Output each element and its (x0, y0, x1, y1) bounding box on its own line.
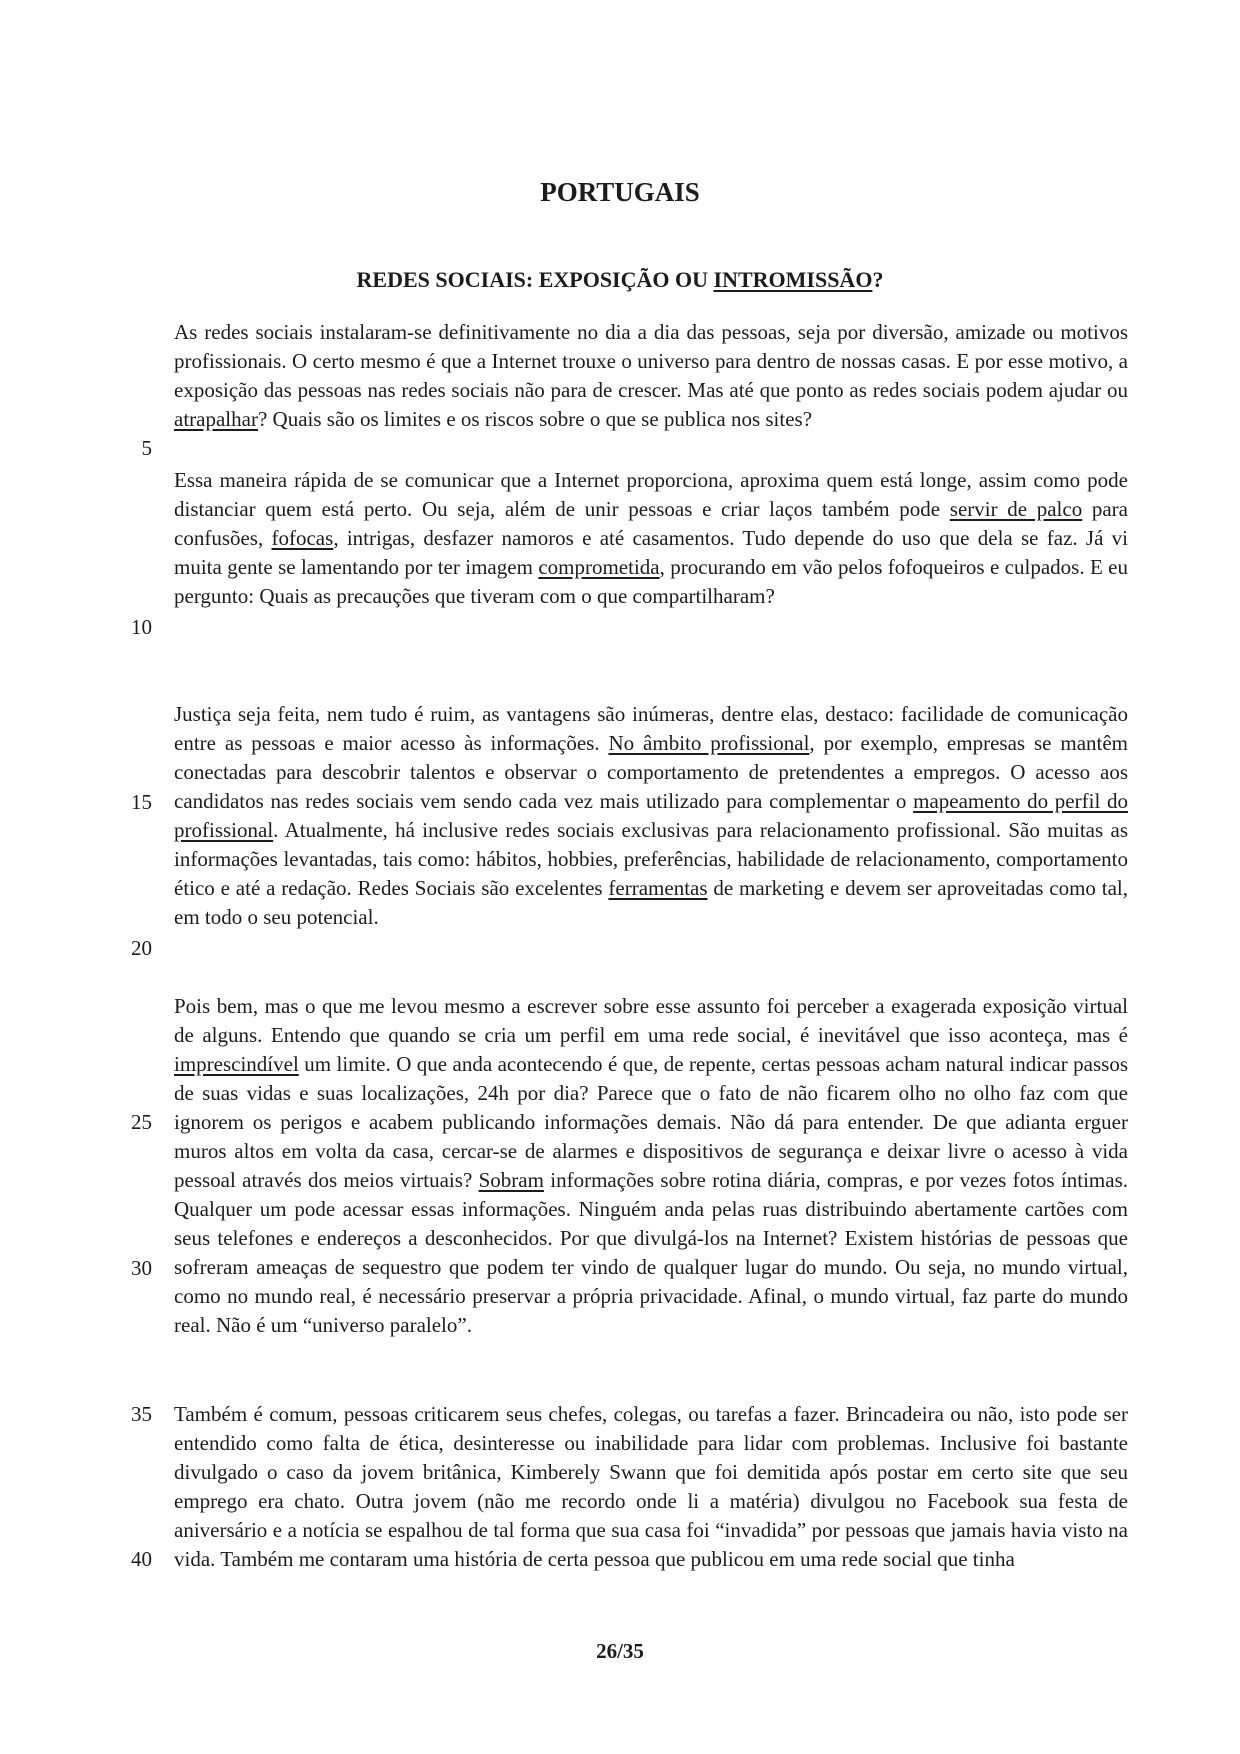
paragraph-5 (174, 1400, 1128, 1574)
page-title: PORTUGAIS (540, 177, 700, 207)
text-segment: ? Quais são os limites e os riscos sobre o que se publica nos sites? (257, 407, 813, 431)
line-number-25: 25 (131, 1110, 152, 1134)
title-part-1: REDES SOCIAIS: EXPOSIÇÃO OU (356, 267, 714, 292)
underlined-term: No âmbito profissional (608, 731, 810, 755)
text-title (0, 265, 1240, 295)
text-segment: , por exemplo, empresas se mantêm conectadas para descobrir talentos e observar o comportamento de pretendentes a empregos. O acesso aos candidatos nas redes sociais vem sendo cada vez mais utilizado para complementar o (174, 731, 1128, 813)
text-segment: informações sobre rotina diária, compras, e por vezes fotos íntimas. Qualquer um pode acessar essas informações. Ninguém anda pelas ruas distribuindo abertamente cartões com seus telefones e endereços a desconhecidos. Por que divulgá-los na Internet? Existem histórias de pessoas que sofreram ameaças de sequestro que podem ter vindo de qualquer lugar do mundo. Ou seja, no mundo virtual, como no mundo real, é necessário preservar a própria privacidade. Afinal, o mundo virtual, faz parte do mundo real. Não é um “universo paralelo”. (174, 1168, 1129, 1337)
underlined-term: mapeamento do perfil do profissional (174, 789, 1128, 842)
text-segment: um limite. O que anda acontecendo é que, de repente, certas pessoas acham natural indicar passos de suas vidas e suas localizações, 24h por dia? Parece que o fato de não ficarem olho no olho faz com que ignorem os perigos e acabem publicando informações demais. Não dá para entender. De que adianta erguer muros altos em volta da casa, cercar-se de alarmes e dispositivos de segurança e deixar livre o acesso à vida pessoal através dos meios virtuais? (174, 1052, 1128, 1192)
line-number-40: 40 (131, 1547, 152, 1571)
underlined-term: servir de palco (949, 497, 1083, 521)
line-number-15: 15 (131, 790, 152, 814)
paragraph-1 (174, 318, 1128, 434)
underlined-term: Sobram (478, 1168, 544, 1192)
text-segment: Também é comum, pessoas criticarem seus chefes, colegas, ou tarefas a fazer. Brincadeira ou não, isto pode ser entendido como falta de ética, desinteresse ou inabilidade para lidar com problemas. Inclusive foi bastante divulgado o caso da jovem britânica, Kimberely Swann que foi demitida após postar em certo site que seu emprego era chato. Outra jovem (não me recordo onde li a matéria) divulgou no Facebook sua festa de aniversário e a notícia se espalhou de tal forma que sua casa foi “invadida” por pessoas que jamais havia visto na vida. Também me contaram uma história de certa pessoa que publicou em uma rede social que tinha (174, 1402, 1128, 1571)
text-segment: As redes sociais instalaram-se definitivamente no dia a dia das pessoas, seja por diversão, amizade ou motivos profissionais. O certo mesmo é que a Internet trouxe o universo para dentro de nossas casas. E por esse motivo, a exposição das pessoas nas redes sociais não para de crescer. Mas até que ponto as redes sociais podem ajudar ou (174, 320, 1128, 402)
line-number-5: 5 (141, 436, 152, 460)
text-segment: . Atualmente, há inclusive redes sociais exclusivas para relacionamento profissional. São muitas as informações levantadas, tais como: hábitos, hobbies, preferências, habilidade de relacionamento, comportamento ético e até a redação. Redes Sociais são excelentes (174, 818, 1128, 900)
text-segment: , intrigas, desfazer namoros e até casamentos. Tudo depende do uso que dela se faz. Já vi muita gente se lamentando por ter imagem (174, 526, 1128, 579)
line-number-20: 20 (131, 936, 152, 960)
line-number-35: 35 (131, 1402, 152, 1426)
text-segment: Essa maneira rápida de se comunicar que a Internet proporciona, aproxima quem está longe, assim como pode distanciar quem está perto. Ou seja, além de unir pessoas e criar laços também pode (174, 468, 1128, 521)
paragraph-3 (174, 700, 1128, 932)
line-number-10: 10 (131, 615, 152, 639)
title-part-2: ? (872, 267, 884, 292)
underlined-term: ferramentas (608, 876, 708, 900)
underlined-term: comprometida (538, 555, 660, 579)
paragraph-4 (174, 992, 1128, 1340)
underlined-term: atrapalhar (174, 407, 258, 431)
underlined-term: imprescindível (174, 1052, 299, 1076)
text-segment: para confusões, (174, 497, 1128, 550)
text-segment: de marketing e devem ser aproveitadas como tal, em todo o seu potencial. (174, 876, 1128, 929)
paragraph-2 (174, 466, 1128, 611)
text-segment: Pois bem, mas o que me levou mesmo a escrever sobre esse assunto foi perceber a exagerada exposição virtual de alguns. Entendo que quando se cria um perfil em uma rede social, é inevitável que isso aconteça, mas é (174, 994, 1128, 1047)
page-number: 26/35 (596, 1639, 644, 1663)
text-segment: , procurando em vão pelos fofoqueiros e culpados. E eu pergunto: Quais as precauções que tiveram com o que compartilharam? (174, 555, 1129, 608)
underlined-term: fofocas (271, 526, 334, 550)
text-segment: Justiça seja feita, nem tudo é ruim, as vantagens são inúmeras, dentre elas, destaco: facilidade de comunicação entre as pessoas e maior acesso às informações. (174, 702, 1128, 755)
line-number-30: 30 (131, 1256, 152, 1280)
title-underlined-word: INTROMISSÃO (713, 267, 873, 292)
